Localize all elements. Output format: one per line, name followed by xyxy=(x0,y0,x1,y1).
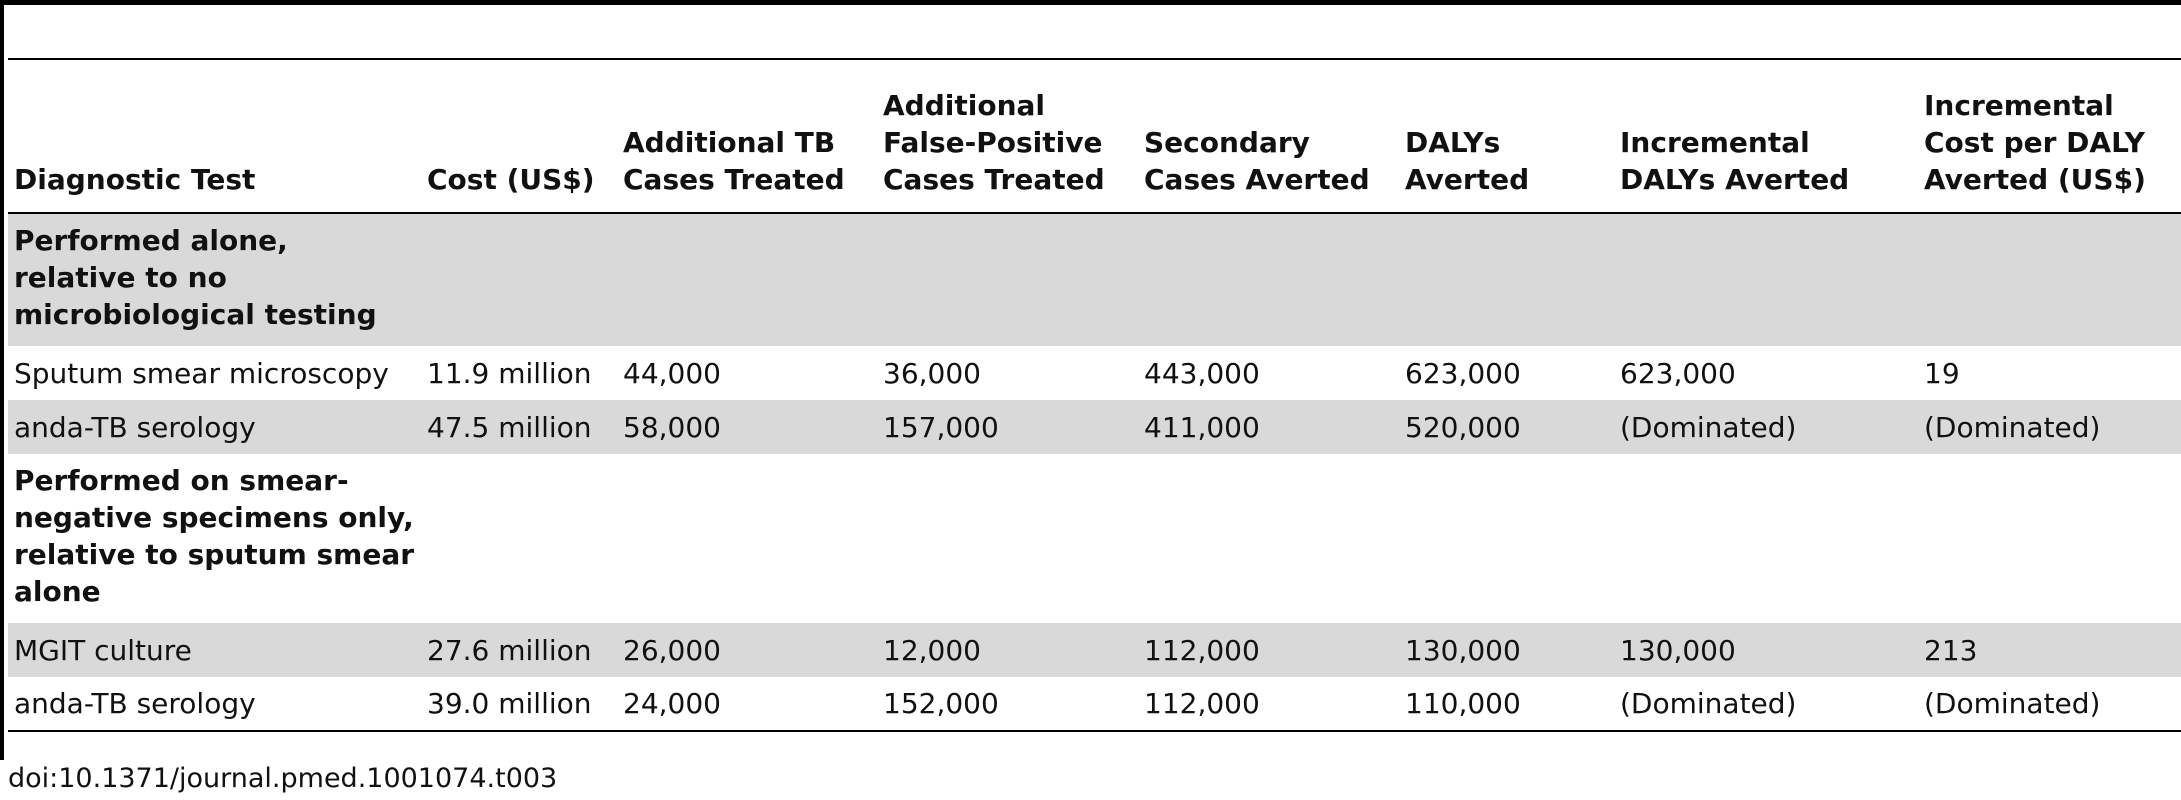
column-header-secondary-cases-averted: Secondary Cases Averted xyxy=(1138,59,1399,213)
section-header-row xyxy=(8,454,2181,623)
cell-false-positive-cases: 12,000 xyxy=(877,623,1138,677)
cell-incremental-dalys: 623,000 xyxy=(1620,356,1736,390)
cell-secondary-cases-averted: 112,000 xyxy=(1138,677,1399,731)
left-border-rule xyxy=(0,0,4,760)
cell-additional-tb-cases: 24,000 xyxy=(617,677,877,731)
cell-additional-tb-cases: 44,000 xyxy=(623,356,721,390)
column-header-dalys-averted: DALYs Averted xyxy=(1399,59,1614,213)
cell-secondary-cases-averted: 112,000 xyxy=(1138,623,1399,677)
cell-dalys-averted: 130,000 xyxy=(1399,623,1614,677)
cell-cost-per-daly: (Dominated) xyxy=(1918,400,2181,454)
cell-incremental-dalys: 130,000 xyxy=(1614,623,1918,677)
cell-diagnostic-test: MGIT culture xyxy=(8,623,421,677)
results-table xyxy=(8,58,2181,732)
cell-secondary-cases-averted: 411,000 xyxy=(1138,400,1399,454)
table-row xyxy=(8,346,2181,400)
cell-dalys-averted: 110,000 xyxy=(1399,677,1614,731)
table-row xyxy=(8,623,2181,677)
cell-cost: 11.9 million xyxy=(427,356,592,390)
column-header-incremental-dalys: Incremental DALYs Averted xyxy=(1614,59,1918,213)
section-header-row xyxy=(8,213,2181,346)
cell-cost-per-daly: 19 xyxy=(1924,356,1960,390)
section-title: Performed alone, relative to no microbiological testing xyxy=(8,213,421,346)
cell-diagnostic-test: Sputum smear microscopy xyxy=(14,356,389,390)
cell-cost: 27.6 million xyxy=(421,623,617,677)
column-header-diagnostic-test: Diagnostic Test xyxy=(8,59,421,213)
cell-cost-per-daly: (Dominated) xyxy=(1918,677,2181,731)
column-header-cost: Cost (US$) xyxy=(421,59,617,213)
doi-footnote: doi:10.1371/journal.pmed.1001074.t003 xyxy=(8,763,558,794)
cell-false-positive-cases: 36,000 xyxy=(883,356,981,390)
cell-incremental-dalys: (Dominated) xyxy=(1614,677,1918,731)
table-row xyxy=(8,677,2181,731)
cell-diagnostic-test: anda-TB serology xyxy=(8,677,421,731)
cell-additional-tb-cases: 58,000 xyxy=(617,400,877,454)
cell-dalys-averted: 520,000 xyxy=(1399,400,1614,454)
table-row xyxy=(8,400,2181,454)
cell-cost: 39.0 million xyxy=(421,677,617,731)
column-header-additional-tb-cases: Additional TB Cases Treated xyxy=(617,59,877,213)
top-border-rule xyxy=(0,0,2181,5)
cell-false-positive-cases: 157,000 xyxy=(877,400,1138,454)
column-header-cost-per-daly: Incremental Cost per DALY Averted (US$) xyxy=(1918,59,2181,213)
table-header-row xyxy=(8,59,2181,213)
cell-cost-per-daly: 213 xyxy=(1918,623,2181,677)
cell-diagnostic-test: anda-TB serology xyxy=(8,400,421,454)
cell-additional-tb-cases: 26,000 xyxy=(617,623,877,677)
cell-secondary-cases-averted: 443,000 xyxy=(1144,356,1260,390)
cell-dalys-averted: 623,000 xyxy=(1405,356,1521,390)
cell-incremental-dalys: (Dominated) xyxy=(1614,400,1918,454)
cell-cost: 47.5 million xyxy=(421,400,617,454)
cell-false-positive-cases: 152,000 xyxy=(877,677,1138,731)
column-header-false-positive-cases: Additional False-Positive Cases Treated xyxy=(877,59,1138,213)
section-title: Performed on smear-negative specimens only, relative to sputum smear alone xyxy=(14,464,415,608)
